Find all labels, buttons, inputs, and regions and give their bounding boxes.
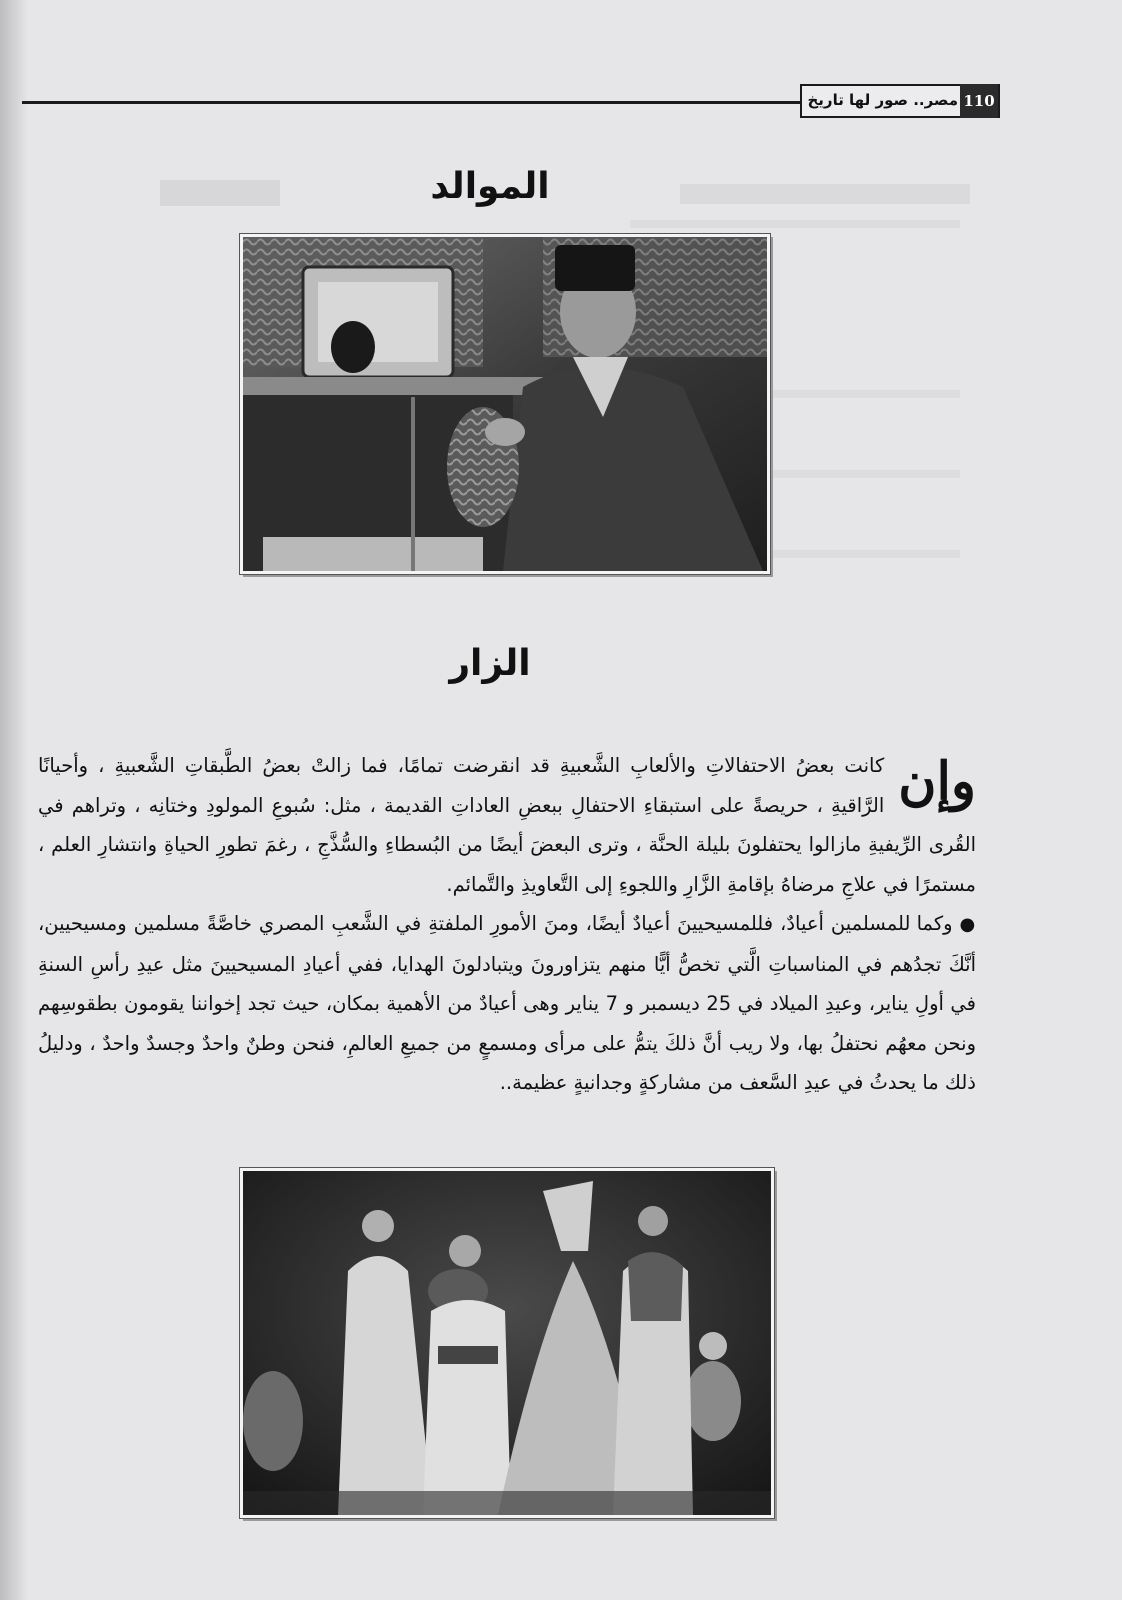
photo-vendor-with-radio-icon bbox=[243, 237, 767, 571]
paragraph-2 bbox=[38, 904, 976, 1103]
photo-zar-dancers-icon bbox=[243, 1171, 771, 1515]
photo-vendor bbox=[240, 234, 770, 574]
section-title-mawalid: الموالد bbox=[430, 166, 550, 207]
paragraph-2-text: وكما للمسلمين أعيادٌ، فللمسيحيينَ أعيادٌ أيضًا، ومنَ الأمورِ الملفتةِ في الشَّعبِ المصري خاصَّةً مسلمين ومسيحيين، أنَّكَ تجدُهم في المناسباتِ الَّتي تخصُّ أيًّا منهم يتزاورونَ ويتبادلونَ الهدايا، ففي أعيادِ المسيحيينَ مثل عيدِ رأسِ السنةِ في أولِ يناير، وعيدِ الميلاد في 25 ديسمبر و 7 يناير وهى أعيادٌ من الأهمية بمكان، حيث تجد إخواننا يقومون بطقوسِهم ونحن معهُم نحتفلُ بها، ولا ريب أنَّ ذلكَ يتمُّ على مرأى ومسمعٍ من جميعِ العالمِ، فنحن وطنٌ واحدٌ وجسدٌ واحدٌ ، ودليلُ ذلك ما يحدثُ في عيدِ السَّعف من مشاركةٍ وجدانيةٍ عظيمة.. bbox=[38, 912, 976, 1094]
section-title-zar: الزار bbox=[449, 643, 531, 684]
dropcap-word: وإن bbox=[898, 751, 976, 812]
running-header bbox=[800, 84, 1000, 118]
running-title: مصر.. صور لها تاريخ bbox=[807, 91, 958, 109]
bullet-icon: ● bbox=[959, 914, 976, 935]
page-gutter-shadow bbox=[0, 0, 28, 1600]
photo-zar-dancers bbox=[240, 1168, 774, 1518]
header-rule bbox=[22, 101, 802, 104]
article-body bbox=[38, 746, 976, 1103]
paragraph-1: كانت بعضُ الاحتفالاتِ والألعابِ الشَّعبيةِ قد انقرضت تمامًا، فما زالتْ بعضُ الطَّبقاتِ الشَّعبيةِ ، وأحيانًا الرَّاقيةِ ، حريصةً على استبقاءِ الاحتفالِ ببعضِ العاداتِ القديمة ، مثل: سُبوعِ المولودِ وختانِه ، وتراهم في القُرى الرِّيفيةِ مازالوا يحتفلونَ بليلة الحنَّة ، وترى البعضَ أيضًا من البُسطاءِ والسُّذَّجِ ، رغمَ تطورِ الحياةِ وانتشارِ العلم ، مستمرًا في علاجِ مرضاهُ بإقامةِ الزَّارِ واللجوءِ إلى التَّعاويذِ والتَّمائم. bbox=[38, 754, 976, 896]
page-number: 110 bbox=[960, 84, 998, 118]
